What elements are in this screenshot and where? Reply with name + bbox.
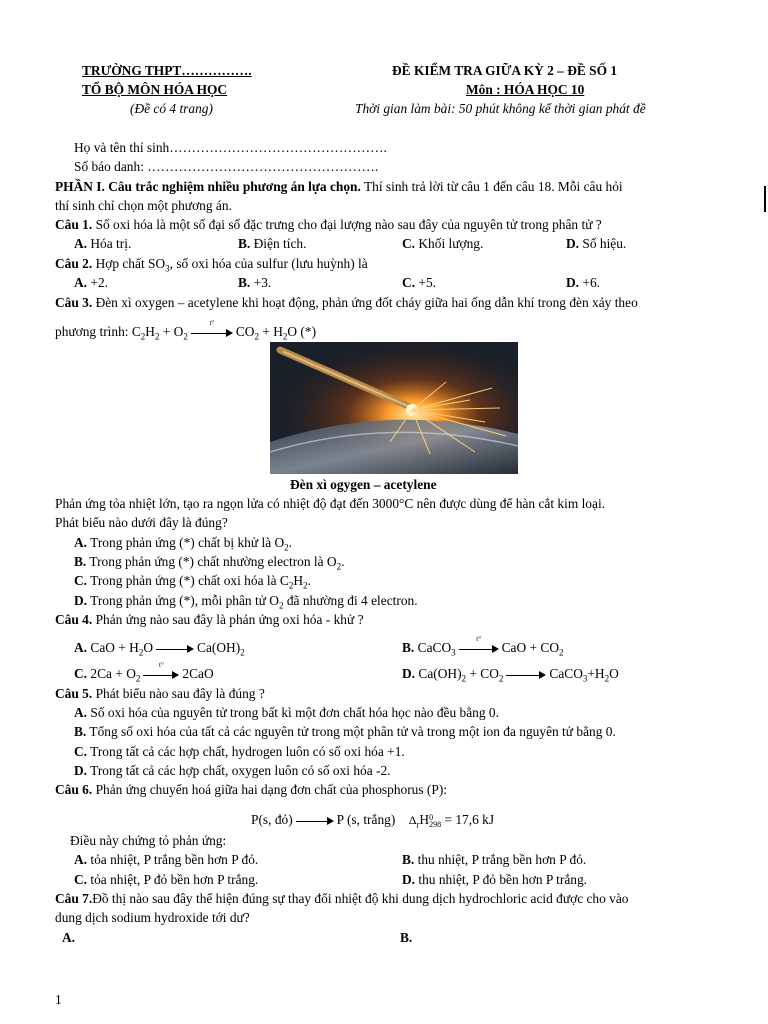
q3-equation: phương trình: $C_2H_2 + O_2$ t° $CO_2 + H_2O$ (*) [55,318,317,342]
q1-option-a[interactable]: A. Hóa trị. [74,236,132,251]
q6-option-a[interactable]: A. tỏa nhiệt, P trắng bền hơn P đỏ. [74,852,259,867]
school-name: TRƯỜNG THPT……………. [82,63,252,78]
q4-option-b[interactable]: B. CaCO$_3$ t° CaO + $CO_2$ [402,634,564,658]
q7-option-a[interactable]: A. [62,930,76,945]
part1-instruction [55,179,623,194]
q7-text-2: dung dịch sodium hydroxide tới dư? [55,910,250,925]
q5-option-c[interactable]: C. Trong tất cả các hợp chất, hydrogen luôn có số oxi hóa +1. [74,744,405,759]
q2-option-c[interactable]: C. +5. [402,275,436,290]
q3-option-d[interactable]: D. Trong phản ứng (*), mỗi phân tử $O_2$ đã nhường đi 4 electron. [74,593,418,611]
photo-caption: Đèn xì ogygen – acetylene [290,477,437,492]
question-3: Câu 3. Đèn xì oxygen – acetylene khi hoạt động, phản ứng đốt cháy giữa hai ống dẫn khí trong đèn xảy theo [55,295,638,310]
q1-option-d[interactable]: D. Số hiệu. [566,236,627,251]
q7-option-b[interactable]: B. [400,930,413,945]
page-count: (Đề có 4 trang) [130,101,213,116]
question-4: Câu 4. Phản ứng nào sau đây là phản ứng oxi hóa - khử ? [55,612,364,627]
question-6: Câu 6. Phản ứng chuyển hoá giữa hai dạng đơn chất của phosphorus (P): [55,782,448,797]
q6-option-c[interactable]: C. tỏa nhiệt, P đỏ bền hơn P trắng. [74,872,259,887]
q6-equation: P(s, đỏ) P (s, trắng) $\Delta_rH$ 0 298 = 17,6 kJ [251,812,495,830]
q3-option-b[interactable]: B. Trong phản ứng (*) chất nhường electron là $O_2$. [74,554,345,572]
part1-instr-2: thí sinh chỉ chọn một phương án. [55,198,232,213]
q5-option-d[interactable]: D. Trong tất cả các hợp chất, oxygen luôn có số oxi hóa -2. [74,763,391,778]
part1-title: PHẦN I. Câu trắc nghiệm nhiều phương án lựa chọn. [55,179,361,194]
q3-description-2: Phát biểu nào dưới đây là đúng? [55,515,228,530]
q6-option-b[interactable]: B. thu nhiệt, P trắng bền hơn P đỏ. [402,852,587,867]
q5-option-b[interactable]: B. Tổng số oxi hóa của tất cả các nguyên tử trong một phân tử và trong một ion đa nguyên tử bằng 0. [74,724,616,739]
duration-line: Thời gian làm bài: 50 phút không kể thời gian phát đề [355,101,646,116]
q4-option-d[interactable]: D. $Ca(OH)_2 + CO_2$ $CaCO_3+H_2O$ [402,666,619,684]
q3-option-a[interactable]: A. Trong phản ứng (*) chất bị khử là $O_2$. [74,535,293,553]
q6-lead: Điều này chứng tỏ phản ứng: [70,833,227,848]
q4-option-a[interactable]: A. CaO + $H_2O$ $Ca(OH)_2$ [74,640,245,658]
student-id-line: Số báo danh: ……………………………………………. [74,159,379,174]
subject-line: Môn : HÓA HỌC 10 [466,82,585,97]
student-name-line: Họ và tên thí sinh…………………………………………. [74,140,387,155]
part1-instr-1: Thí sinh trả lời từ câu 1 đến câu 18. Mỗi câu hỏi [360,179,623,194]
q5-option-a[interactable]: A. Số oxi hóa của nguyên tử trong bất kì một đơn chất hóa học nào đều bằng 0. [74,705,499,720]
text-cursor [764,186,766,212]
q6-option-d[interactable]: D. thu nhiệt, P đỏ bền hơn P trắng. [402,872,588,887]
q3-description-1: Phản ứng tỏa nhiệt lớn, tạo ra ngọn lửa có nhiệt độ đạt đến 3000°C nên được dùng để hàn cắt kim loại. [55,496,606,511]
q2-option-a[interactable]: A. +2. [74,275,108,290]
question-5: Câu 5. Phát biểu nào sau đây là đúng ? [55,686,265,701]
reaction-arrow: t° [191,328,233,338]
q4-option-c[interactable]: C. $2Ca + O_2$ t° 2CaO [74,660,214,684]
q2-option-d[interactable]: D. +6. [566,275,600,290]
page-number: 1 [55,992,62,1007]
department-name: TỔ BỘ MÔN HÓA HỌC [82,82,228,97]
welding-torch-photo [270,342,518,474]
q2-option-b[interactable]: B. +3. [238,275,272,290]
q1-text: Số oxi hóa là một số đại số đặc trưng cho đại lượng nào sau đây của nguyên tử trong phân tử ? [92,217,602,232]
question-7: Câu 7.Đồ thị nào sau đây thể hiện đúng sự thay đổi nhiệt độ khi dung dịch hydrochloric acid được cho vào [55,891,629,906]
q3-option-c[interactable]: C. Trong phản ứng (*) chất oxi hóa là $C_2H_2$. [74,573,311,591]
question-2: Câu 2. Hợp chất $SO_3$, số oxi hóa của sulfur (lưu huỳnh) là [55,256,368,274]
exam-title: ĐỀ KIỂM TRA GIỮA KỲ 2 – ĐỀ SỐ 1 [392,63,618,78]
q1-option-c[interactable]: C. Khối lượng. [402,236,484,251]
q1-number: Câu 1. [55,217,93,232]
q1-option-b[interactable]: B. Điện tích. [238,236,307,251]
question-1 [55,217,602,232]
